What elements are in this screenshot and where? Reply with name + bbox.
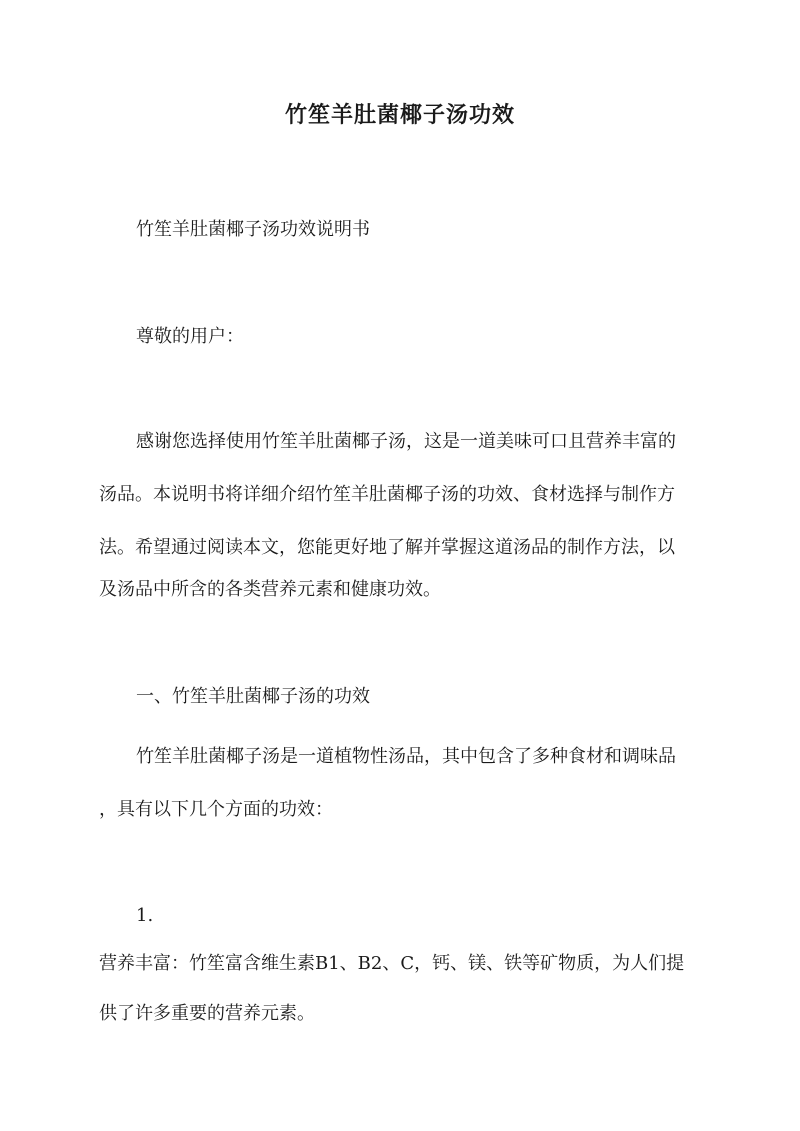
document-title: 竹笙羊肚菌椰子汤功效	[284, 102, 515, 128]
document-subtitle: 竹笙羊肚菌椰子汤功效说明书	[136, 219, 370, 240]
section1-heading: 一、竹笙羊肚菌椰子汤的功效	[136, 686, 370, 707]
intro-line-1: 感谢您选择使用竹笙羊肚菌椰子汤，这是一道美味可口且营养丰富的	[136, 431, 676, 452]
section1-body-line-2: ，具有以下几个方面的功效：	[99, 799, 333, 820]
intro-line-4: 及汤品中所含的各类营养元素和健康功效。	[99, 579, 441, 600]
intro-line-3: 法。希望通过阅读本文，您能更好地了解并掌握这道汤品的制作方法，以	[99, 537, 675, 558]
intro-line-2: 汤品。本说明书将详细介绍竹笙羊肚菌椰子汤的功效、食材选择与制作方	[99, 484, 675, 505]
list-item-text-line-2: 供了许多重要的营养元素。	[99, 1003, 315, 1024]
section1-body-line-1: 竹笙羊肚菌椰子汤是一道植物性汤品，其中包含了多种食材和调味品	[136, 746, 676, 767]
greeting: 尊敬的用户：	[136, 326, 244, 347]
list-item-number: 1.	[136, 905, 154, 926]
list-item-text-line-1: 营养丰富：竹笙富含维生素B1、B2、C，钙、镁、铁等矿物质，为人们提	[99, 953, 685, 974]
